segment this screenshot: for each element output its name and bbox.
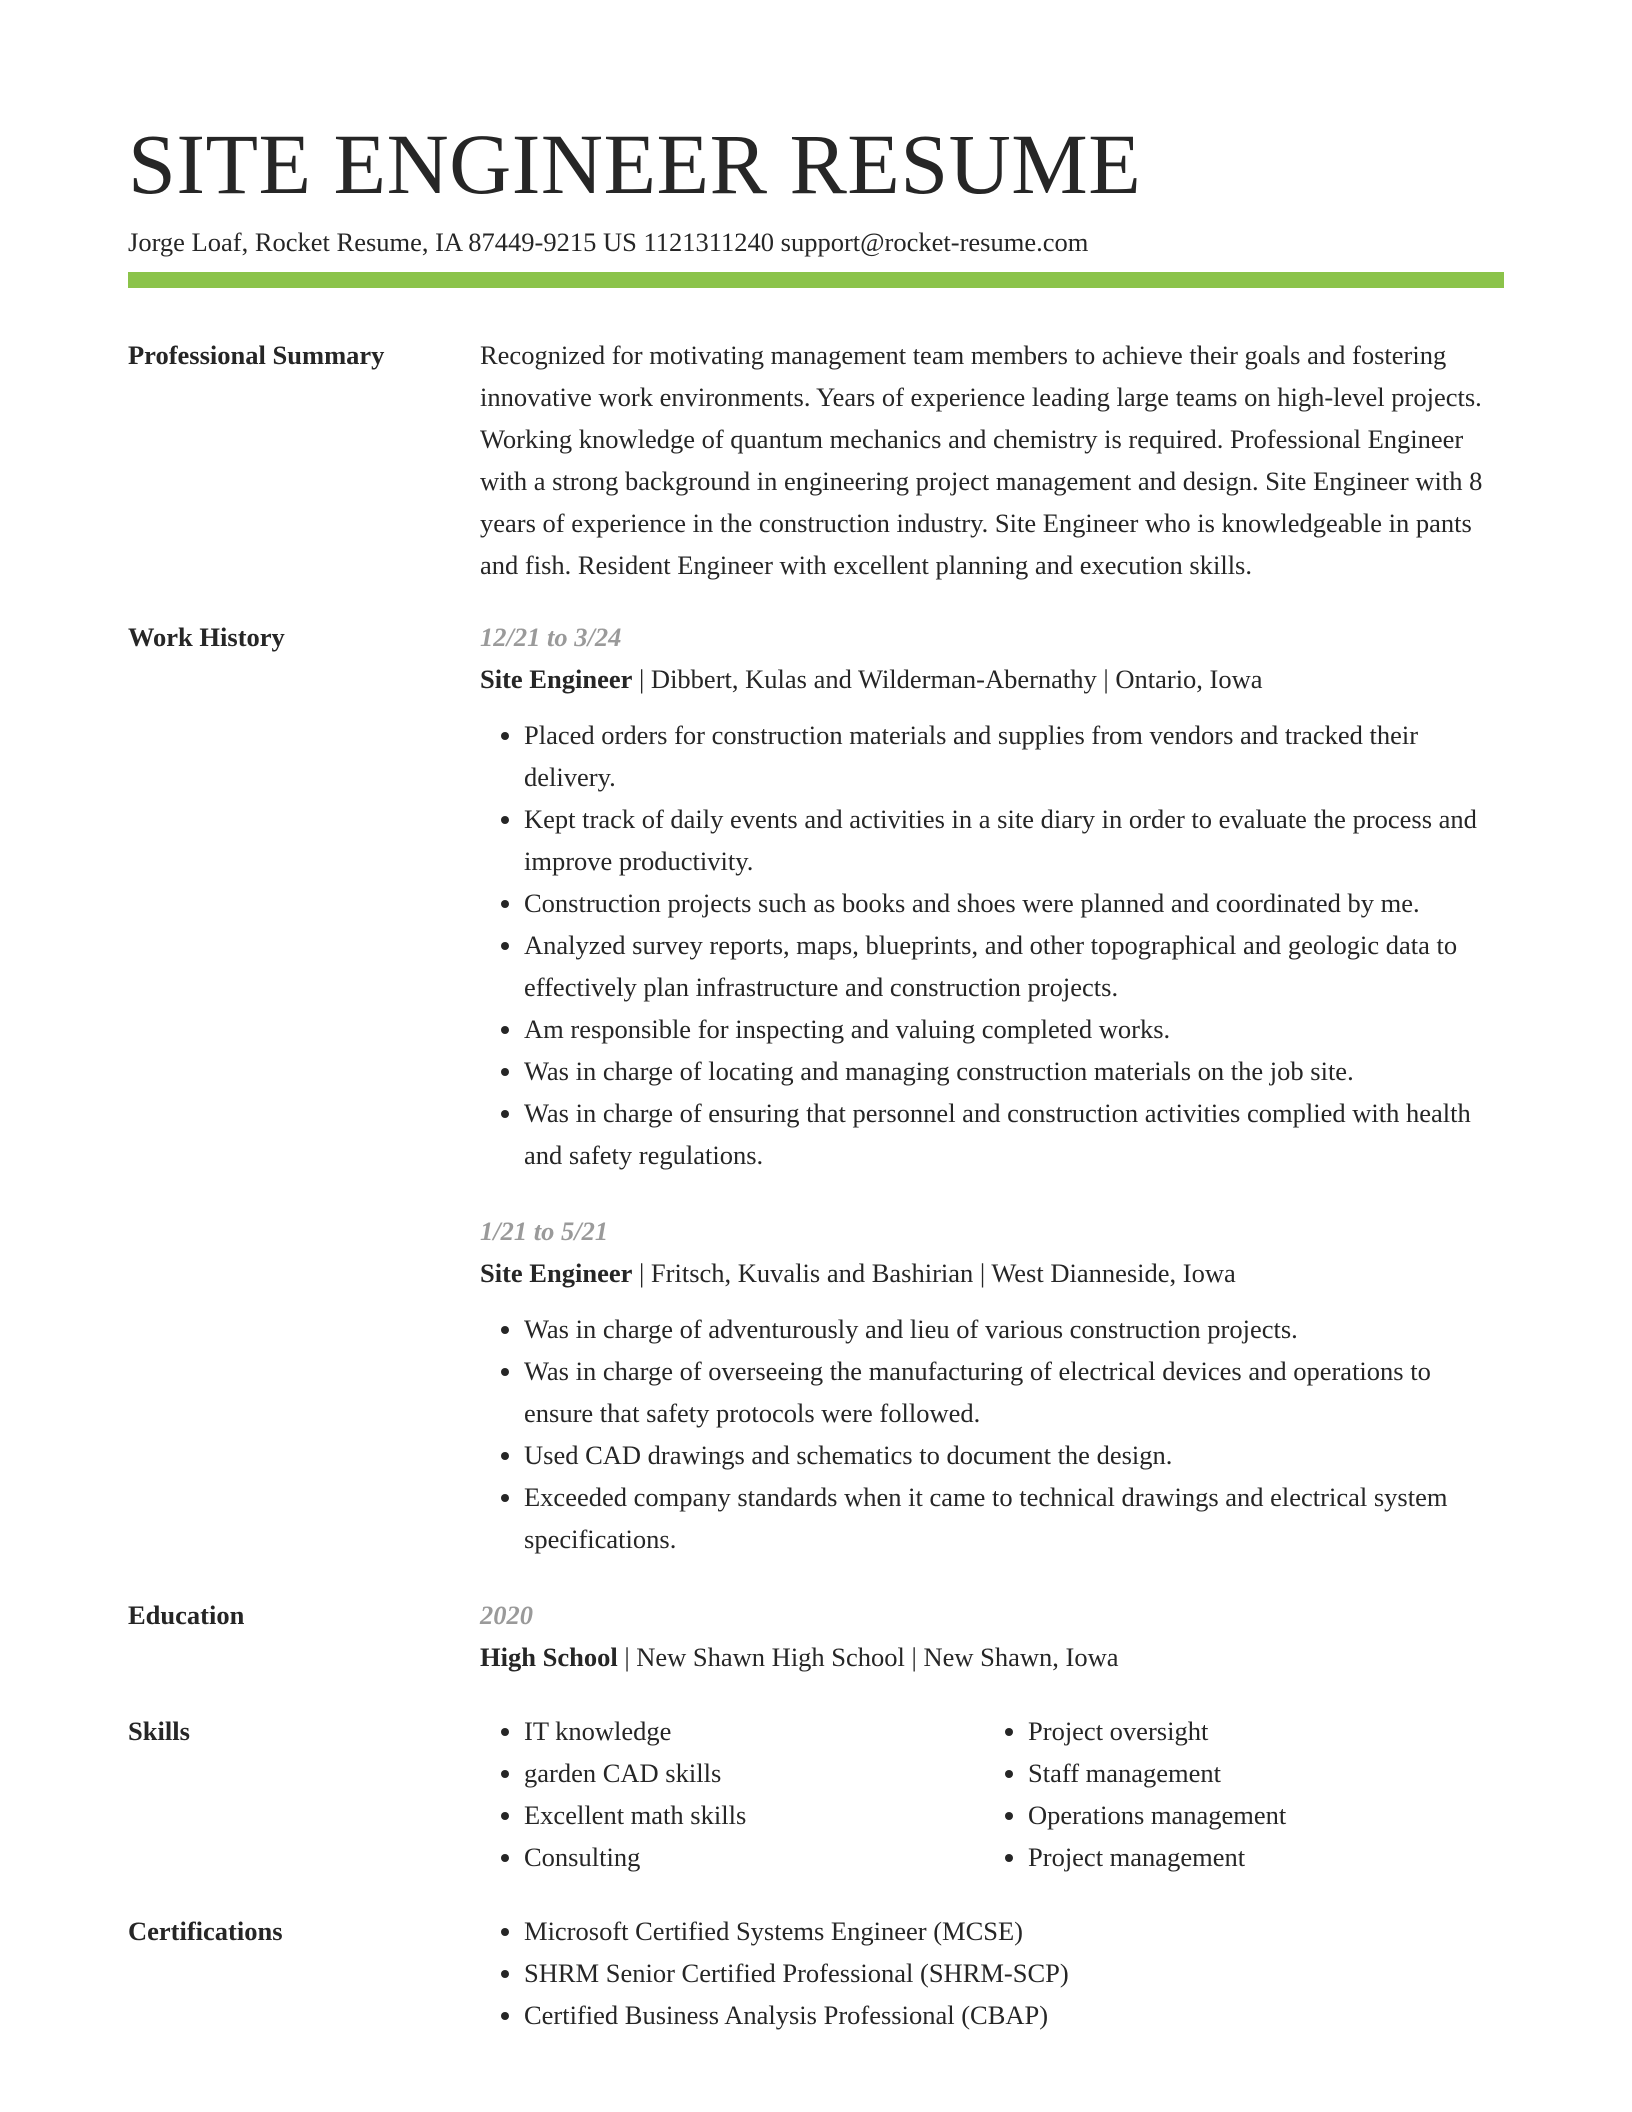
section-skills [128,1710,1504,1878]
section-label-summary: Professional Summary [128,339,385,370]
list-item: • Project management [1028,1836,1488,1878]
job-heading [480,658,1504,700]
job-entry [480,1210,1504,1560]
list-item: • Consulting [524,1836,984,1878]
job-details: | Fritsch, Kuvalis and Bashirian | West Dianneside, Iowa [632,1257,1236,1288]
list-item: • Excellent math skills [524,1794,984,1836]
skills-list-left [480,1710,984,1878]
section-label-education: Education [128,1599,245,1630]
section-summary [128,334,1504,586]
job-date: 12/21 to 3/24 [480,621,622,652]
list-item: • Microsoft Certified Systems Engineer (MCSE) [524,1910,1504,1952]
job-heading [480,1252,1504,1294]
accent-divider [128,272,1504,288]
job-role: Site Engineer [480,663,633,694]
list-item: • garden CAD skills [524,1752,984,1794]
section-work-history [128,616,1504,1560]
education-date: 2020 [480,1599,533,1630]
contact-address: Rocket Resume, IA 87449-9215 US [254,226,637,257]
skills-list-right [984,1710,1488,1878]
contact-name: Jorge Loaf, [128,226,249,257]
certifications-entries [480,1910,1504,2036]
list-item: • Staff management [1028,1752,1488,1794]
job-details: | Dibbert, Kulas and Wilderman-Abernathy | Ontario, Iowa [632,663,1263,694]
list-item: • Kept track of daily events and activities in a site diary in order to evaluate the process and improve productivity. [524,798,1504,882]
section-education [128,1594,1504,1678]
contact-email: support@rocket-resume.com [780,226,1089,257]
section-certifications [128,1910,1504,2036]
contact-phone: 1121311240 [643,226,775,257]
section-label-skills: Skills [128,1715,190,1746]
list-item: • Exceeded company standards when it came to technical drawings and electrical system specifications. [524,1476,1504,1560]
education-details: | New Shawn High School | New Shawn, Iowa [617,1641,1119,1672]
skills-columns [480,1710,1504,1878]
list-item: • Was in charge of ensuring that personnel and construction activities complied with health and safety regulations. [524,1092,1504,1176]
job-role: Site Engineer [480,1257,633,1288]
list-item: • Was in charge of locating and managing construction materials on the job site. [524,1050,1504,1092]
certifications-list [480,1910,1504,2036]
list-item: • Was in charge of adventurously and lieu of various construction projects. [524,1308,1504,1350]
work-entries [480,616,1504,1560]
summary-text: Recognized for motivating management team members to achieve their goals and fostering innovative work environments. Years of experience leading large teams on high-level projects. Working knowledge of quantum mechanics and chemistry is required. Professional Engineer with a strong background in engineering project management and design. Site Engineer with 8 years of experience in the construction industry. Site Engineer who is knowledgeable in pants and fish. Resident Engineer with excellent planning and execution skills. [480,339,1483,580]
section-label-work: Work History [128,621,285,652]
list-item: • Project oversight [1028,1710,1488,1752]
list-item: • Analyzed survey reports, maps, blueprints, and other topographical and geologic data to effectively plan infrastructure and construction projects. [524,924,1504,1008]
list-item: • Construction projects such as books and shoes were planned and coordinated by me. [524,882,1504,924]
education-heading [480,1636,1504,1678]
list-item: • Used CAD drawings and schematics to document the design. [524,1434,1504,1476]
list-item: • Am responsible for inspecting and valuing completed works. [524,1008,1504,1050]
job-date: 1/21 to 5/21 [480,1215,609,1246]
list-item: • Certified Business Analysis Professional (CBAP) [524,1994,1504,2036]
list-item: • Was in charge of overseeing the manufacturing of electrical devices and operations to ensure that safety protocols were followed. [524,1350,1504,1434]
section-label-certifications: Certifications [128,1915,283,1946]
list-item: • Operations management [1028,1794,1488,1836]
education-entry [480,1594,1504,1678]
job-bullets [480,1308,1504,1560]
list-item: • Placed orders for construction materials and supplies from vendors and tracked their delivery. [524,714,1504,798]
list-item: • IT knowledge [524,1710,984,1752]
education-degree: High School [480,1641,618,1672]
job-entry [480,616,1504,1176]
contact-line [128,227,1504,258]
job-bullets [480,714,1504,1176]
page-title: SITE ENGINEER RESUME [128,116,1142,212]
list-item: • SHRM Senior Certified Professional (SHRM-SCP) [524,1952,1504,1994]
